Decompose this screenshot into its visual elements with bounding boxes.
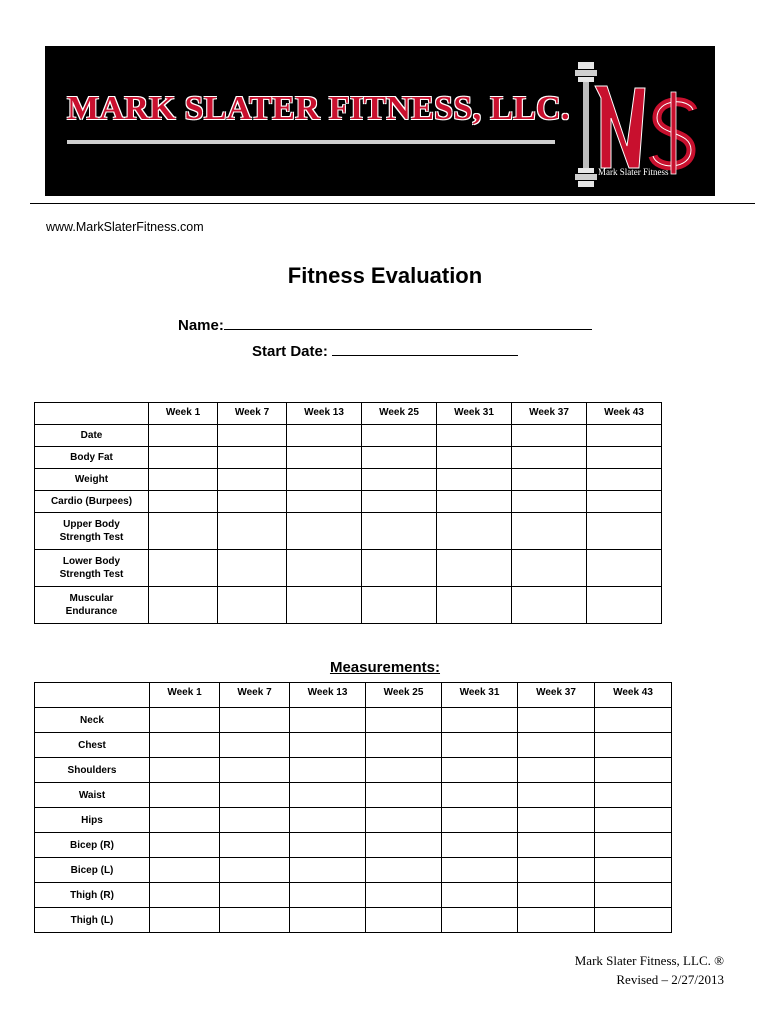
row-label-line: Upper Body: [63, 519, 120, 530]
entry-cell[interactable]: [518, 908, 595, 933]
entry-cell[interactable]: [150, 858, 220, 883]
table-row: [35, 783, 672, 808]
entry-cell[interactable]: [149, 513, 218, 550]
entry-cell[interactable]: [366, 908, 442, 933]
entry-cell[interactable]: [595, 833, 672, 858]
table-row: [35, 808, 672, 833]
table-row: [35, 491, 662, 513]
row-label-line: Shoulders: [67, 764, 117, 776]
name-blank[interactable]: [224, 315, 592, 330]
entry-cell[interactable]: [220, 783, 290, 808]
entry-cell[interactable]: [366, 758, 442, 783]
entry-cell[interactable]: [290, 908, 366, 933]
row-label: [35, 783, 150, 808]
entry-cell[interactable]: [518, 708, 595, 733]
footer-company: Mark Slater Fitness, LLC. ®: [574, 953, 724, 968]
entry-cell[interactable]: [149, 550, 218, 587]
entry-cell[interactable]: [362, 550, 437, 587]
entry-cell[interactable]: [595, 883, 672, 908]
entry-cell[interactable]: [442, 908, 518, 933]
entry-cell[interactable]: [518, 883, 595, 908]
row-label-line: Strength Test: [59, 569, 124, 580]
entry-cell[interactable]: [512, 425, 587, 447]
entry-cell[interactable]: [362, 513, 437, 550]
name-field[interactable]: [178, 315, 592, 334]
entry-cell[interactable]: [442, 708, 518, 733]
entry-cell[interactable]: [366, 783, 442, 808]
row-label-line: Cardio (Burpees): [50, 496, 133, 507]
column-header: Week 43: [595, 683, 672, 708]
entry-cell[interactable]: [149, 469, 218, 491]
entry-cell[interactable]: [149, 425, 218, 447]
entry-cell[interactable]: [150, 783, 220, 808]
entry-cell[interactable]: [218, 469, 287, 491]
row-label-line: Muscular: [69, 593, 114, 604]
entry-cell[interactable]: [595, 808, 672, 833]
entry-cell[interactable]: [437, 447, 512, 469]
entry-cell[interactable]: [437, 491, 512, 513]
header-corner: [35, 683, 150, 708]
company-name: MARK SLATER FITNESS, LLC.: [67, 90, 570, 127]
row-label: [35, 733, 150, 758]
row-label: [35, 469, 149, 491]
measurements-table: [34, 682, 672, 933]
column-header: Week 43: [587, 403, 662, 425]
row-label: [35, 858, 150, 883]
entry-cell[interactable]: [518, 733, 595, 758]
logo-caption: Mark Slater Fitness: [598, 167, 669, 177]
column-header: Week 37: [512, 403, 587, 425]
entry-cell[interactable]: [442, 858, 518, 883]
entry-cell[interactable]: [587, 587, 662, 624]
entry-cell[interactable]: [362, 491, 437, 513]
table-row: [35, 858, 672, 883]
column-header: Week 1: [149, 403, 218, 425]
row-label-line: Weight: [74, 474, 109, 485]
entry-cell[interactable]: [437, 550, 512, 587]
table-row: [35, 708, 672, 733]
website-url: www.MarkSlaterFitness.com: [46, 220, 204, 234]
header-banner: [45, 46, 715, 196]
entry-cell[interactable]: [518, 783, 595, 808]
row-label-line: Bicep (L): [70, 864, 114, 876]
entry-cell[interactable]: [150, 883, 220, 908]
table-row: [35, 733, 672, 758]
entry-cell[interactable]: [150, 833, 220, 858]
entry-cell[interactable]: [512, 587, 587, 624]
table-row: [35, 883, 672, 908]
row-label-line: Hips: [81, 814, 103, 826]
column-header: Week 7: [220, 683, 290, 708]
entry-cell[interactable]: [366, 883, 442, 908]
name-label: Name:: [178, 317, 224, 334]
entry-cell[interactable]: [587, 469, 662, 491]
entry-cell[interactable]: [442, 733, 518, 758]
row-label: [35, 550, 149, 587]
entry-cell[interactable]: [362, 447, 437, 469]
start-date-field[interactable]: [252, 341, 518, 360]
column-header: Week 37: [518, 683, 595, 708]
entry-cell[interactable]: [442, 808, 518, 833]
entry-cell[interactable]: [442, 783, 518, 808]
entry-cell[interactable]: [287, 587, 362, 624]
row-label-line: Thigh (L): [70, 914, 114, 926]
entry-cell[interactable]: [362, 587, 437, 624]
entry-cell[interactable]: [220, 733, 290, 758]
entry-cell[interactable]: [518, 808, 595, 833]
row-label: [35, 513, 149, 550]
entry-cell[interactable]: [149, 587, 218, 624]
entry-cell[interactable]: [437, 469, 512, 491]
row-label: [35, 908, 150, 933]
entry-cell[interactable]: [362, 425, 437, 447]
row-label-line: Thigh (R): [70, 889, 114, 901]
entry-cell[interactable]: [366, 833, 442, 858]
column-header: Week 25: [362, 403, 437, 425]
entry-cell[interactable]: [290, 708, 366, 733]
entry-cell[interactable]: [518, 858, 595, 883]
row-label-line: Endurance: [65, 606, 118, 617]
entry-cell[interactable]: [290, 883, 366, 908]
entry-cell[interactable]: [287, 469, 362, 491]
entry-cell[interactable]: [220, 858, 290, 883]
row-label-line: Date: [80, 430, 103, 441]
entry-cell[interactable]: [442, 833, 518, 858]
row-label-line: Strength Test: [59, 532, 124, 543]
start-date-label: Start Date:: [252, 343, 328, 360]
entry-cell[interactable]: [150, 708, 220, 733]
entry-cell[interactable]: [290, 858, 366, 883]
entry-cell[interactable]: [442, 758, 518, 783]
entry-cell[interactable]: [512, 513, 587, 550]
entry-cell[interactable]: [512, 447, 587, 469]
row-label-line: Bicep (R): [70, 839, 114, 851]
footer-revised: Revised – 2/27/2013: [616, 972, 724, 987]
column-header: Week 7: [218, 403, 287, 425]
row-label: [35, 808, 150, 833]
entry-cell[interactable]: [290, 733, 366, 758]
column-header: Week 1: [150, 683, 220, 708]
table-row: [35, 513, 662, 550]
entry-cell[interactable]: [595, 783, 672, 808]
table-row: [35, 469, 662, 491]
entry-cell[interactable]: [287, 491, 362, 513]
row-label-line: Neck: [80, 714, 104, 726]
row-label: [35, 883, 150, 908]
table-row: [35, 833, 672, 858]
entry-cell[interactable]: [150, 808, 220, 833]
entry-cell[interactable]: [595, 858, 672, 883]
entry-cell[interactable]: [220, 708, 290, 733]
entry-cell[interactable]: [366, 733, 442, 758]
table-row: [35, 587, 662, 624]
entry-cell[interactable]: [290, 783, 366, 808]
measurements-title: Measurements:: [329, 659, 441, 676]
row-label-line: Waist: [78, 789, 106, 801]
entry-cell[interactable]: [290, 758, 366, 783]
entry-cell[interactable]: [218, 425, 287, 447]
measurements-header-row: [35, 683, 672, 708]
entry-cell[interactable]: [220, 883, 290, 908]
table-row: [35, 908, 672, 933]
entry-cell[interactable]: [437, 425, 512, 447]
entry-cell[interactable]: [512, 469, 587, 491]
entry-cell[interactable]: [218, 513, 287, 550]
entry-cell[interactable]: [150, 758, 220, 783]
entry-cell[interactable]: [218, 447, 287, 469]
entry-cell[interactable]: [366, 708, 442, 733]
table-row: [35, 425, 662, 447]
entry-cell[interactable]: [587, 447, 662, 469]
entry-cell[interactable]: [366, 858, 442, 883]
entry-cell[interactable]: [512, 491, 587, 513]
table-row: [35, 550, 662, 587]
evaluation-table: [34, 402, 662, 624]
table-row: [35, 758, 672, 783]
entry-cell[interactable]: [362, 469, 437, 491]
entry-cell[interactable]: [218, 550, 287, 587]
entry-cell[interactable]: [290, 808, 366, 833]
footer: [575, 951, 724, 989]
entry-cell[interactable]: [287, 550, 362, 587]
entry-cell[interactable]: [437, 513, 512, 550]
column-header: Week 25: [366, 683, 442, 708]
entry-cell[interactable]: [587, 550, 662, 587]
entry-cell[interactable]: [220, 758, 290, 783]
row-label: [35, 833, 150, 858]
column-header: Week 31: [442, 683, 518, 708]
entry-cell[interactable]: [287, 447, 362, 469]
entry-cell[interactable]: [290, 833, 366, 858]
row-label: [35, 708, 150, 733]
column-header: Week 13: [287, 403, 362, 425]
row-label: [35, 587, 149, 624]
row-label: [35, 758, 150, 783]
entry-cell[interactable]: [512, 550, 587, 587]
row-label: [35, 425, 149, 447]
row-label: [35, 491, 149, 513]
row-label-line: Chest: [78, 739, 106, 751]
entry-cell[interactable]: [366, 808, 442, 833]
column-header: Week 31: [437, 403, 512, 425]
entry-cell[interactable]: [437, 587, 512, 624]
table-row: [35, 447, 662, 469]
start-date-blank[interactable]: [332, 341, 518, 356]
entry-cell[interactable]: [518, 833, 595, 858]
entry-cell[interactable]: [149, 491, 218, 513]
entry-cell[interactable]: [587, 425, 662, 447]
entry-cell[interactable]: [287, 425, 362, 447]
entry-cell[interactable]: [149, 447, 218, 469]
entry-cell[interactable]: [220, 908, 290, 933]
entry-cell[interactable]: [595, 733, 672, 758]
entry-cell[interactable]: [220, 833, 290, 858]
row-label-line: Body Fat: [70, 452, 113, 463]
entry-cell[interactable]: [287, 513, 362, 550]
column-header: Week 13: [290, 683, 366, 708]
entry-cell[interactable]: [150, 733, 220, 758]
brand-underline: [67, 140, 555, 144]
page-title: Fitness Evaluation: [287, 263, 483, 288]
entry-cell[interactable]: [220, 808, 290, 833]
entry-cell[interactable]: [218, 491, 287, 513]
entry-cell[interactable]: [595, 758, 672, 783]
entry-cell[interactable]: [518, 758, 595, 783]
entry-cell[interactable]: [587, 513, 662, 550]
row-label-line: Lower Body: [62, 556, 121, 567]
entry-cell[interactable]: [442, 883, 518, 908]
row-label: [35, 447, 149, 469]
header-divider: [30, 203, 755, 204]
header-corner: [35, 403, 149, 425]
entry-cell[interactable]: [587, 491, 662, 513]
entry-cell[interactable]: [150, 908, 220, 933]
entry-cell[interactable]: [218, 587, 287, 624]
entry-cell[interactable]: [595, 908, 672, 933]
entry-cell[interactable]: [595, 708, 672, 733]
evaluation-header-row: [35, 403, 662, 425]
